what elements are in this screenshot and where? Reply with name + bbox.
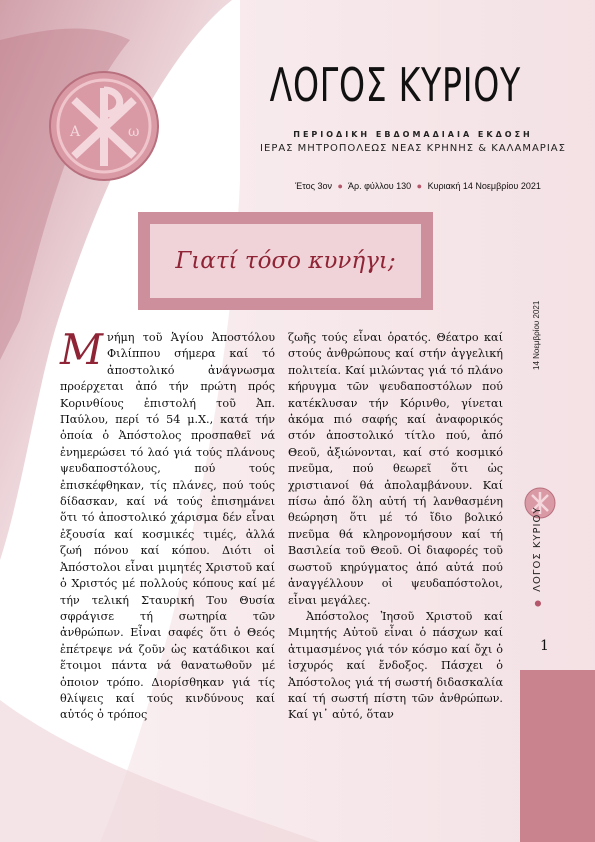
masthead-publisher: ΙΕΡΑΣ ΜΗΤΡΟΠΟΛΕΩΣ ΝΕΑΣ ΚΡΗΝΗΣ & ΚΑΛΑΜΑΡΙΑΣ [260, 143, 566, 154]
sidebar-color-block [520, 670, 595, 842]
svg-text:A: A [70, 124, 81, 140]
article-paragraph: Ἀπόστολος Ἰησοῦ Χριστοῦ καί Μιμητής Αὐτοῦ εἶναι ὁ πάσχων καί ἀτιμασμένος γιά τόν κόσμο καί ὄχι ὁ ἰσχυρός καί ἔνδοξος. Πάσχει ὁ Ἀπόστολος γιά τή σωστή διδασκαλία καί τή σωστή πίστη τῶν ἀνθρώπων. Καί γι᾽ αὐτό, ὅταν [288, 609, 503, 722]
issue-label: Άρ. φύλλου 130 [347, 181, 412, 191]
year-label: Έτος 3ον [295, 181, 332, 191]
separator-dot-icon: ● [533, 599, 542, 607]
chi-rho-emblem-icon [48, 70, 160, 182]
date-label: Κυριακή 14 Νοεμβρίου 2021 [427, 181, 541, 191]
article-column-2 [288, 330, 503, 724]
headline-inner [150, 224, 421, 298]
article-paragraph: ζωῆς τούς εἶναι ὁρατός. Θέατρο καί στούς ἀνθρώπους καί στήν ἀγγελική πολιτεία. Καί μιλώντας γιά τό πλάνο κήρυγμα τῶν ψευδαποστόλων πού κατέκλυσαν τήν Κόρινθο, γίνεται ἀκόμα πιό σαφής καί ἀναφορικός στόν ἀποστολικό τίτλο πού, ἀπό Θεοῦ, ἀξιώνονται, καί στό κοσμικό πνεῦμα, πού θεωρεῖ ὅτι ὡς χριστιανοί θά ἀπολαμβάνουν. Καί πίσω ἀπό ὅλη αὐτή τή λανθασμένη θεώρηση ὅτι μέ τό ἴδιο βολικό πνεῦμα θά κληρονομήσουν καί τή Βασιλεία τοῦ Θεοῦ. Οἱ διαφορές τοῦ σωστοῦ κηρύγματος ἀπό αὐτά πού ἀναγγέλλουν οἱ ψευδαπόστολοι, εἶναι μεγάλες. [288, 331, 503, 607]
headline-box [138, 212, 433, 310]
drop-cap: Μ [60, 325, 104, 374]
article-column-1 [60, 325, 275, 724]
separator-dot-icon: ● [416, 181, 423, 191]
page-number: 1 [540, 638, 549, 654]
masthead-title: ΛΟΓΟΣ ΚΥΡΙΟΥ [269, 58, 521, 112]
article-paragraph [60, 325, 275, 724]
article-text: νήμη τοῦ Ἁγίου Ἀποστόλου Φιλίππου σήμερα καί τό ἀποστολικό ἀνάγνωσμα προέρχεται ἀπό τήν πρώτη πρός Κορινθίους ἐπιστολή τοῦ Ἀπ. Παύλου, περί τό 54 μ.Χ., κατά τήν ὁποία ὁ Ἀπόστολος προσπαθεῖ νά ἐνημερώσει τό λαό γιά τούς πλάνους ψευδαποστόλους, πού τούς ἐπισκέφθηκαν, τίς πλάνες, πού τούς δίδασκαν, καί νά τούς ἐπισημάνει ὅτι τό ἀποστολικό χάρισμα δέν εἶναι ἐξουσία καί κοσμικές τιμές, ἀλλά ζωή πόνου καί κόπου. Διότι οἱ Ἀπόστολοι εἶναι μιμητές Χριστοῦ καί ὁ Χριστός μέ πολλούς κόπους καί μέ τήν τελική Σταυρική Του Θυσία σφράγισε τή σωτηρία τῶν ἀνθρώπων. Εἶναι σαφές ὅτι ὁ Θεός ἐπέτρεψε νά ζοῦν ὡς κατάδικοι καί ἕτοιμοι πάντα νά θανατωθοῦν μέ ὁποιον τρόπο. Διορίσθηκαν γιά τίς θλίψεις καί τούς κινδύνους καί αὐτός ὁ τρόπος [60, 331, 275, 722]
sidebar-title: ΛΟΓΟΣ ΚΥΡΙΟΥ [532, 506, 543, 592]
dateline [248, 181, 588, 191]
sidebar-name [532, 507, 543, 610]
headline: Γιατί τόσο κυνήγι; [175, 248, 396, 274]
sidebar-date: 14 Νοεμβρίου 2021 [532, 300, 541, 370]
masthead-subtitle: ΠΕΡΙΟΔΙΚΗ ΕΒΔΟΜΑΔΙΑΙΑ ΕΚΔΟΣΗ [293, 130, 533, 139]
separator-dot-icon: ● [337, 181, 343, 191]
svg-text:ω: ω [128, 124, 140, 140]
